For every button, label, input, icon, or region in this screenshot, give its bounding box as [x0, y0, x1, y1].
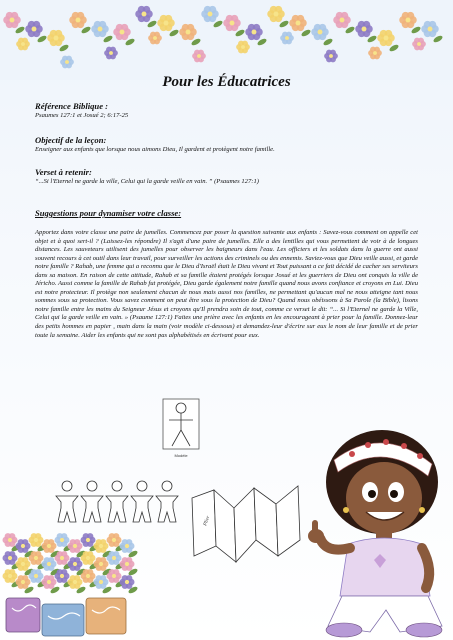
suggestions-label: Suggestions pour dynamiser votre classe: [35, 208, 182, 218]
page-title: Pour les Éducatrices [162, 74, 291, 90]
paper-person-model [162, 398, 204, 460]
objective-label: Objectif de la leçon: [35, 135, 107, 145]
reference-label: Référence Biblique : [35, 101, 109, 111]
verse-section [35, 167, 418, 186]
verse-text: “...Si l'Eternel ne garde la ville, Celui qui la garde veille en vain. ” (Psaumes 127:1) [35, 178, 259, 185]
reference-text: Psaumes 127:1 et Josué 2; 6:17-25 [35, 112, 129, 119]
reference-section [35, 101, 418, 120]
suggestions-section [35, 208, 418, 218]
folded-paper-strip [190, 468, 310, 568]
objective-section [35, 135, 418, 154]
model-caption: Modèle [174, 453, 188, 458]
suggestions-body: Apportez dans votre classe une paire de jumelles. Commencez par poser la question suivante aux enfants : Savez-vous comment on appelle cet objet et à quoi sert-il ? (Laissez-les répondre) Il s'agit d'une paire de jumelles. Elle a des lentilles qui vous permettent de voir à de longues distances. Les sauveteurs utilisent des jumelles pour observer les baigneurs dans l'eau. Les officiers et les soldats dans la guerre ont aussi souvent recours à cet outil dans leur travail, pour surveiller les actions des criminels ou des ennemis. Saviez-vous que Dieu veille aussi, et garde notre famille ? Rahab, une femme qui a reconnu que le Dieu d'Israël était le Dieu vivant et Tout puissant a ce fait décidé de cacher ses serviteurs dans sa maison. En raison de cette attitude, Rahab et sa famille étaient protégés lorsque Josué et les guerriers de Dieu ont conquis la ville de Jéricho. Aussi comme la famille de Rahab fut protégée, Dieu garde également notre famille quand nous avons confiance et croyons en Lui. Dieu est notre protecteur. Il protège non seulement chacun de nous mais aussi nos familles, ne permettant qu'aucun mal ne nous atteigne tant nous sommes sous sa protection. Vous savez comment on peut être sous la protection de Dieu? Quand nous obéissons à Sa Parole (la Bible), lisons notre famille entre les mains du Seigneur Jésus et croyons qu'Il prendra soin de tout, comme ce verset le dit: “... Si l'Eternel ne garde la Ville, Celui qui la garde veille en vain. » (Psaume 127:1) Faites une prière avec les enfants en les encourageant à prier pour la famille. Donnez-leur des petits hommes en papier , main dans la main (voir modèle ci-dessous) et demandez-leur d'écrire sur eux le nom de leur famille et de prier toute la semaine. Aider les enfants qui ne sont pas alphabétisés en écrivant pour eux. [35, 229, 418, 339]
suggestions-body-block [35, 229, 418, 340]
verse-label: Verset à retenir: [35, 167, 92, 177]
floral-border-top [0, 0, 453, 80]
fold-label: Plier [203, 515, 212, 527]
child-thumbs-up-illustration [300, 420, 450, 640]
flower-pots-illustration [0, 520, 150, 640]
objective-text: Enseigner aux enfants que lorsque nous aimons Dieu, Il gardent et protègent notre famille. [35, 146, 275, 153]
paper-people-chain [52, 478, 184, 526]
